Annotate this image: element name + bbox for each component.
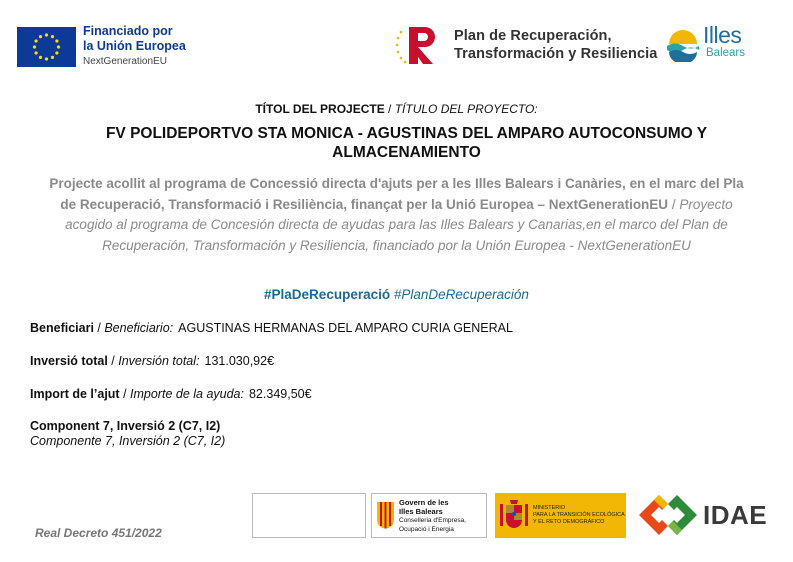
idae-logo-icon [637,493,699,537]
eu-funding-logo [17,24,186,69]
hashtag-ca: #PlaDeRecuperació [264,287,391,302]
decree-reference: Real Decreto 451/2022 [35,526,162,540]
govern-line-4: Ocupació i Energia [399,525,454,533]
prtr-line-1: Plan de Recuperación, [454,28,612,44]
eu-flag-icon [17,27,76,67]
beneficiary-label-ca: Beneficiari [30,321,94,335]
investment-value: 131.030,92€ [204,354,275,368]
investment-row [30,354,274,368]
hashtags [0,287,793,302]
aid-label-ca: Import de l’ajut [30,387,120,401]
prtr-logo-icon [395,24,441,66]
investment-label-es: Inversión total: [118,354,200,368]
govern-illes-balears-logo [371,493,487,538]
investment-separator: / [107,354,119,368]
title-label-ca: TÍTOL DEL PROJECTE [255,102,385,116]
aid-row [30,387,312,401]
aid-separator: / [119,387,131,401]
investment-label-ca: Inversió total [30,354,108,368]
component-es: Componente 7, Inversión 2 (C7, I2) [30,434,226,448]
prtr-line-2: Transformación y Resiliencia [454,46,658,62]
beneficiary-label-es: Beneficiario: [104,321,174,335]
govern-line-3: Conselleria d'Empresa, [399,516,466,524]
illes-line-2: Balears [706,47,745,59]
hashtag-es: #PlanDeRecuperación [393,287,529,302]
idae-logo [637,493,767,537]
beneficiary-value: AGUSTINAS HERMANAS DEL AMPARO CURIA GENERAL [178,321,513,335]
title-label-separator: / [384,102,395,116]
project-name: FV POLIDEPORTVO STA MONICA - AGUSTINAS DEL AMPARO AUTOCONSUMO Y ALMACENAMIENTO [105,125,708,161]
eu-line-3: NextGenerationEU [83,56,167,67]
illes-balears-logo-icon [665,26,701,62]
title-label-es: TÍTULO DEL PROYECTO: [394,102,538,116]
component-ca: Component 7, Inversió 2 (C7, I2) [30,419,221,433]
description-separator: / [668,196,680,212]
beneficiary-row [30,321,513,335]
illes-balears-logo [665,22,745,62]
ministerio-line-2: PARA LA TRANSICIÓN ECOLÓGICA [533,512,625,518]
govern-line-2: Illes Balears [399,506,443,516]
eu-line-2: la Unión Europea [83,39,186,53]
govern-shield-icon [377,502,394,530]
ministerio-line-1: MINISTERIO [533,505,566,511]
component-row [30,419,225,449]
spain-coat-of-arms-icon [499,498,529,534]
illes-line-1: Illes [703,22,742,48]
beneficiary-separator: / [93,321,105,335]
project-title-label [0,102,793,116]
prtr-logo [395,24,657,66]
ministerio-logo [495,493,626,538]
blank-logo-box [252,493,366,538]
aid-label-es: Importe de la ayuda: [130,387,244,401]
description-ca: Projecte acollit al programa de Concessió directa d'ajuts per a les Illes Balears i Canàries, en el marc del Pla de Recuperació, Transformació i Resiliència, finançat per la Unió Europea – NextGenerationEU [49,176,744,212]
idae-wordmark: IDAE [703,499,768,530]
description-es: Proyecto acogido al programa de Concesión directa de ayudas para las Illes Balears y Canarias,en el marco del Plan de Recuperación, Transformación y Resiliencia, financiado por la Unión Europea - NextGenerationEU [65,196,733,253]
govern-line-1: Govern de les [399,497,449,507]
ministerio-line-3: Y EL RETO DEMOGRÁFICO [533,519,605,525]
aid-value: 82.349,50€ [248,387,312,401]
project-description [40,174,753,256]
eu-line-1: Financiado por [83,24,173,38]
